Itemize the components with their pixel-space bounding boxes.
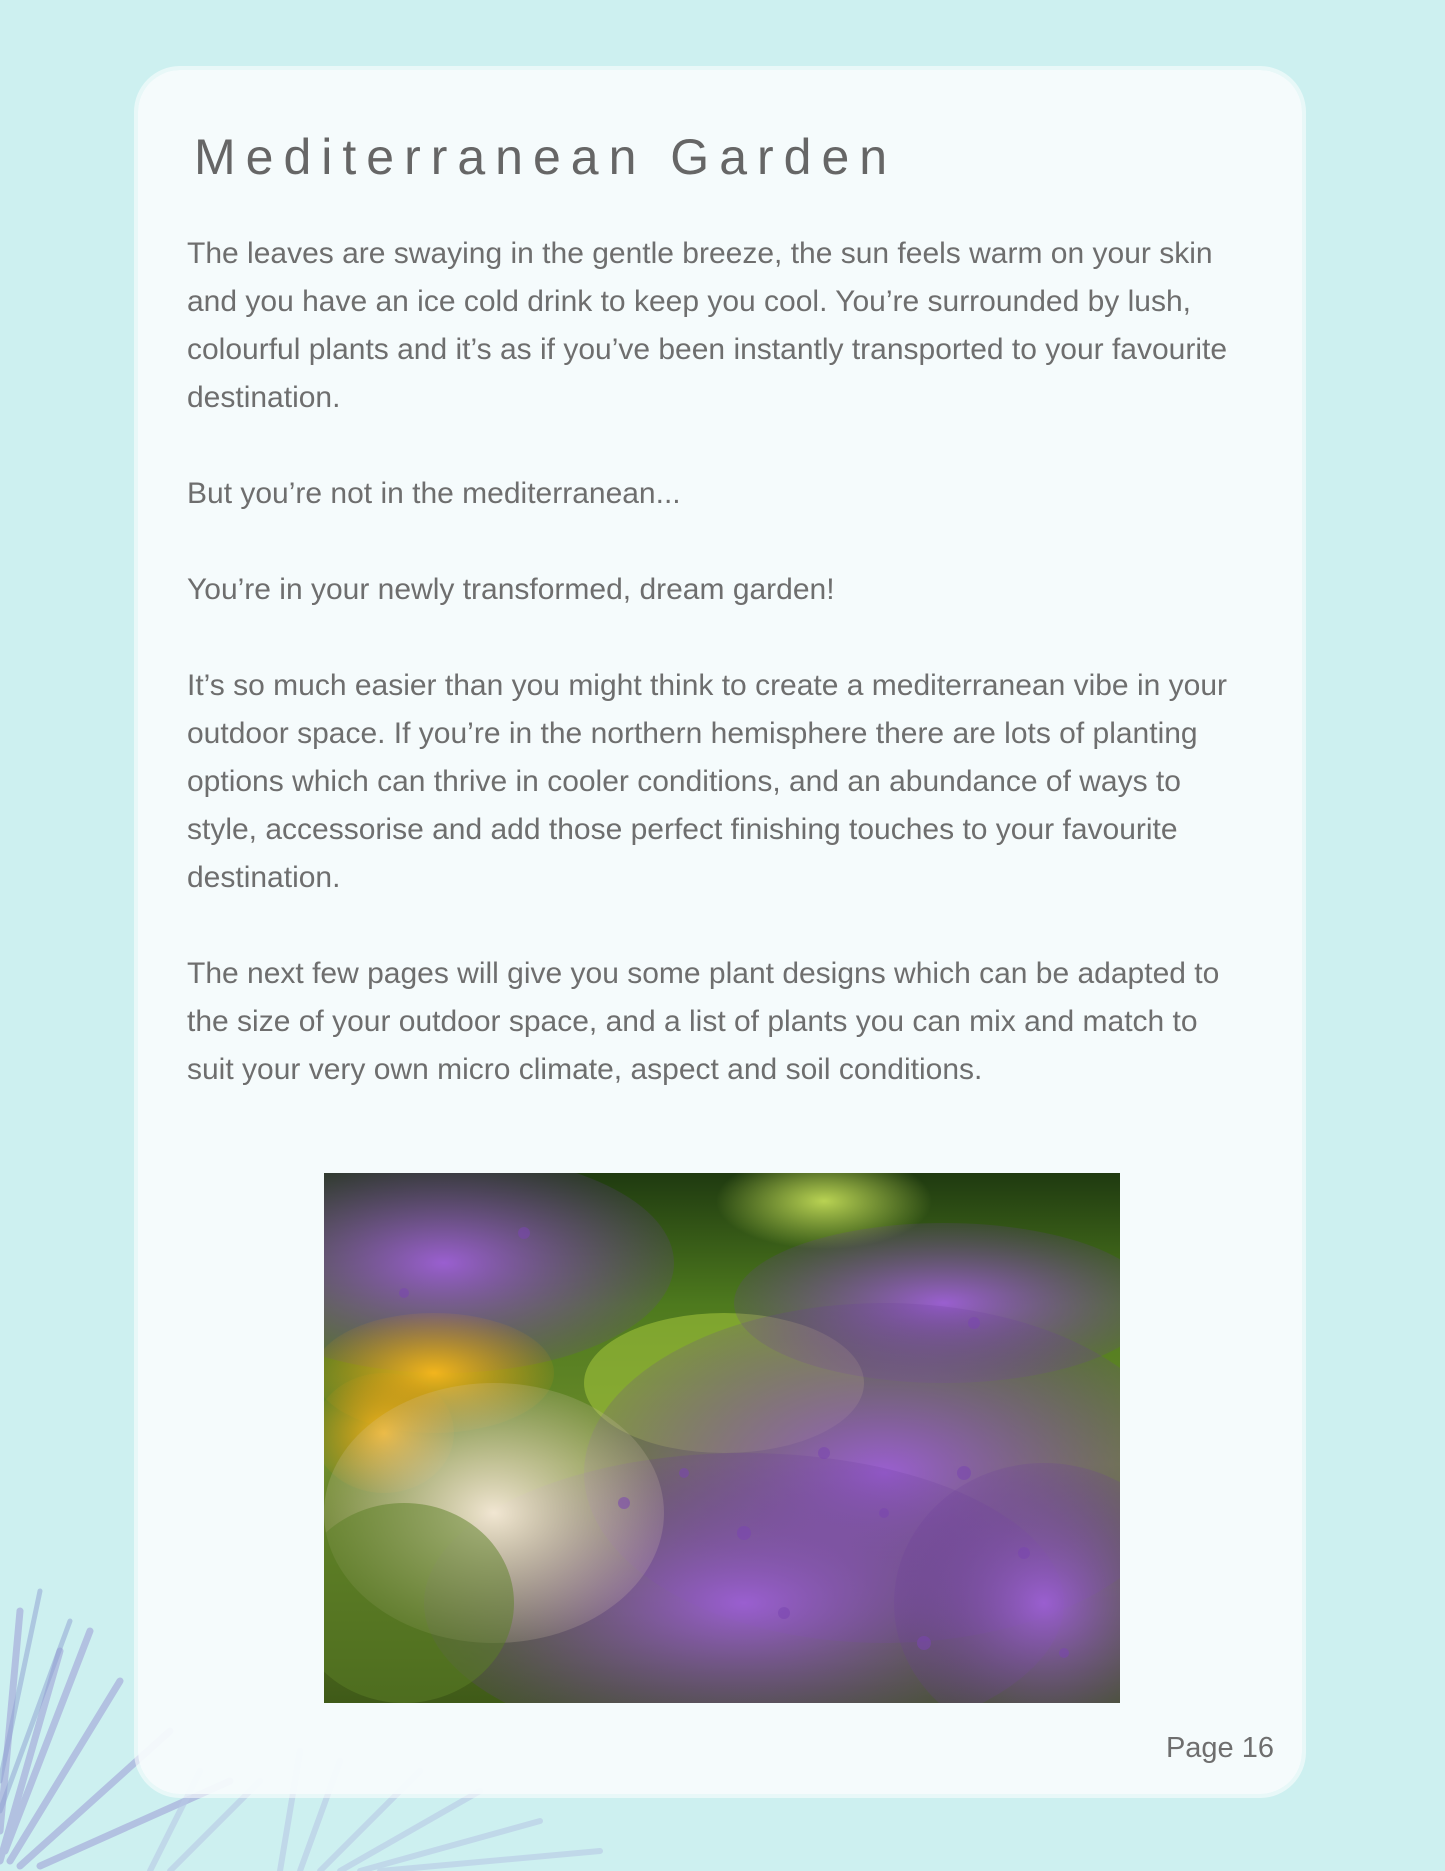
paragraph-dream-garden: You’re in your newly transformed, dream garden! xyxy=(187,573,835,606)
page-number: Page 16 xyxy=(1165,1732,1274,1764)
paragraph-easier: It’s so much easier than you might think to create a mediterranean vibe in your outdoor space. If you’re in the northern hemisphere there are lots of planting options which can thrive in cooler conditions, and an abundance of ways to style, accessorise and add those perfect finishing touches to your favourite destination. xyxy=(187,669,1227,894)
paragraph-not-mediterranean: But you’re not in the mediterranean... xyxy=(187,477,681,510)
content-card xyxy=(138,70,1302,1794)
body-text xyxy=(187,230,1247,1142)
paragraph-intro: The leaves are swaying in the gentle breeze, the sun feels warm on your skin and you have an ice cold drink to keep you cool. You’re surrounded by lush, colourful plants and it’s as if you’ve been instantly transported to your favourite destination. xyxy=(187,237,1228,414)
paragraph-next-pages: The next few pages will give you some plant designs which can be adapted to the size of your outdoor space, and a list of plants you can mix and match to suit your very own micro climate, aspect and soil conditions. xyxy=(187,957,1220,1086)
page-title: Mediterranean Garden xyxy=(194,129,898,185)
lavender-garden-photo xyxy=(324,1173,1120,1703)
